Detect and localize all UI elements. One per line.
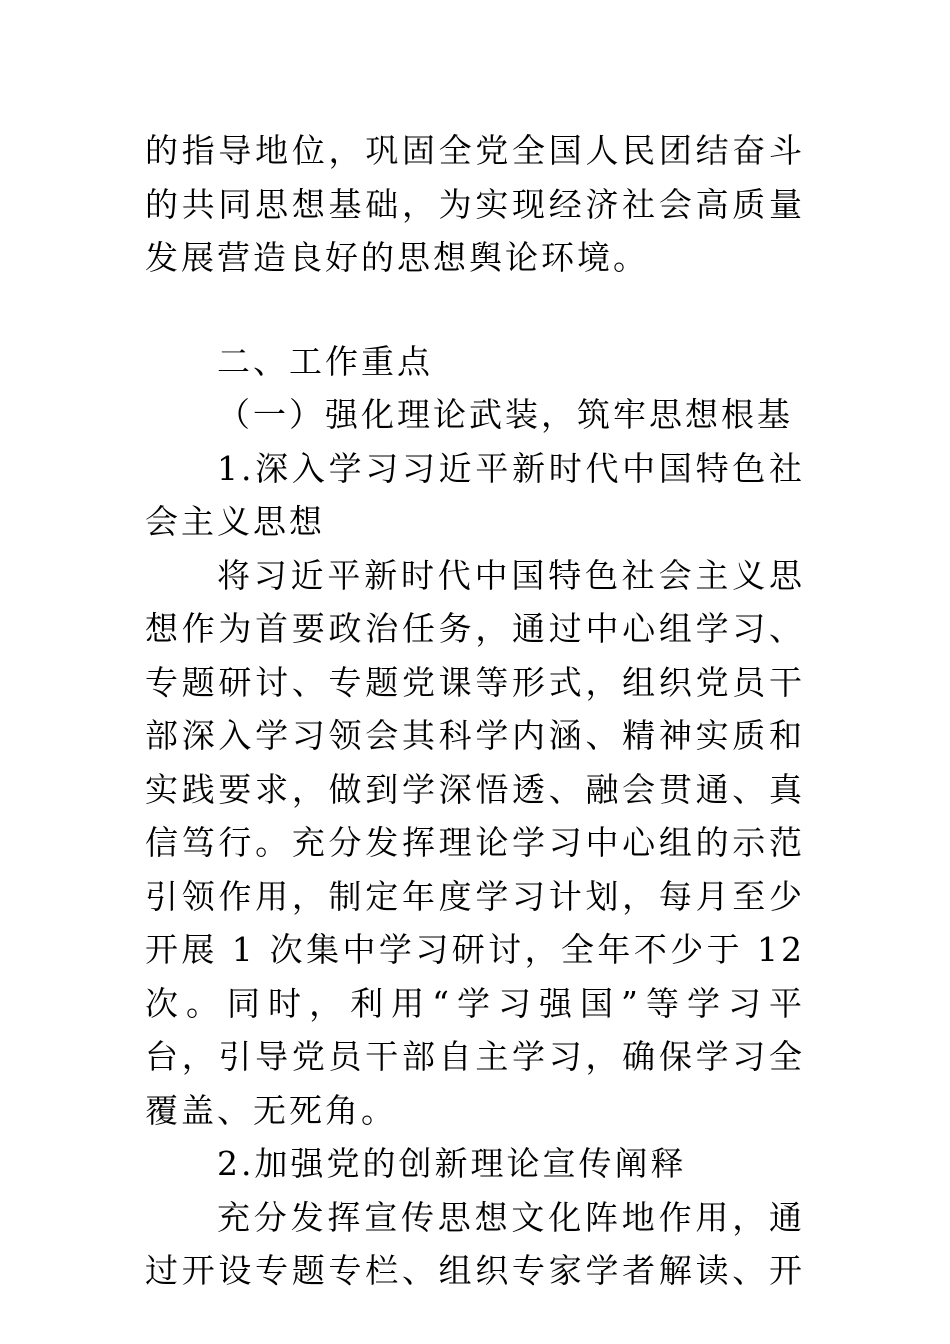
item2-title: 2.加强党的创新理论宣传阐释	[217, 1144, 687, 1183]
item1-body-line-3: 专题研讨、专题党课等形式，组织党员干	[145, 662, 805, 702]
document-body	[145, 124, 805, 1298]
item2-body-line-1: 充分发挥宣传思想文化阵地作用，通	[217, 1197, 805, 1237]
item1-title-line-2: 会主义思想	[145, 502, 325, 541]
item1-body-line-9: 次。同时，利用“学习强国”等学习平	[145, 983, 805, 1023]
intro-line-1: 的指导地位，巩固全党全国人民团结奋斗	[145, 131, 805, 170]
item1-body-line-5: 实践要求，做到学深悟透、融会贯通、真	[145, 769, 805, 809]
item1-body-line-1: 将习近平新时代中国特色社会主义思	[217, 555, 805, 595]
subsection-heading: （一）强化理论武装，筑牢思想根基	[217, 395, 793, 434]
item2-body-line-2: 过开设专题专栏、组织专家学者解读、开	[145, 1251, 805, 1290]
item1-title-line-1: 1.深入学习习近平新时代中国特色社	[217, 448, 805, 488]
section-heading: 二、工作重点	[217, 341, 433, 381]
item1-body-line-11: 覆盖、无死角。	[145, 1090, 397, 1130]
intro-line-2: 的共同思想基础，为实现经济社会高质量	[145, 184, 805, 224]
paragraph-gap	[145, 285, 805, 335]
item1-body-line-4: 部深入学习领会其科学内涵、精神实质和	[145, 716, 805, 755]
item1-body-line-10: 台，引导党员干部自主学习，确保学习全	[145, 1037, 805, 1076]
item1-body-line-2: 想作为首要政治任务，通过中心组学习、	[145, 609, 805, 648]
item1-body-line-7: 引领作用，制定年度学习计划，每月至少	[145, 876, 805, 916]
intro-line-3: 发展营造良好的思想舆论环境。	[145, 238, 649, 277]
item1-body-line-8: 开展 1 次集中学习研讨，全年不少于 12	[145, 930, 805, 969]
item1-body-line-6: 信笃行。充分发挥理论学习中心组的示范	[145, 823, 805, 862]
